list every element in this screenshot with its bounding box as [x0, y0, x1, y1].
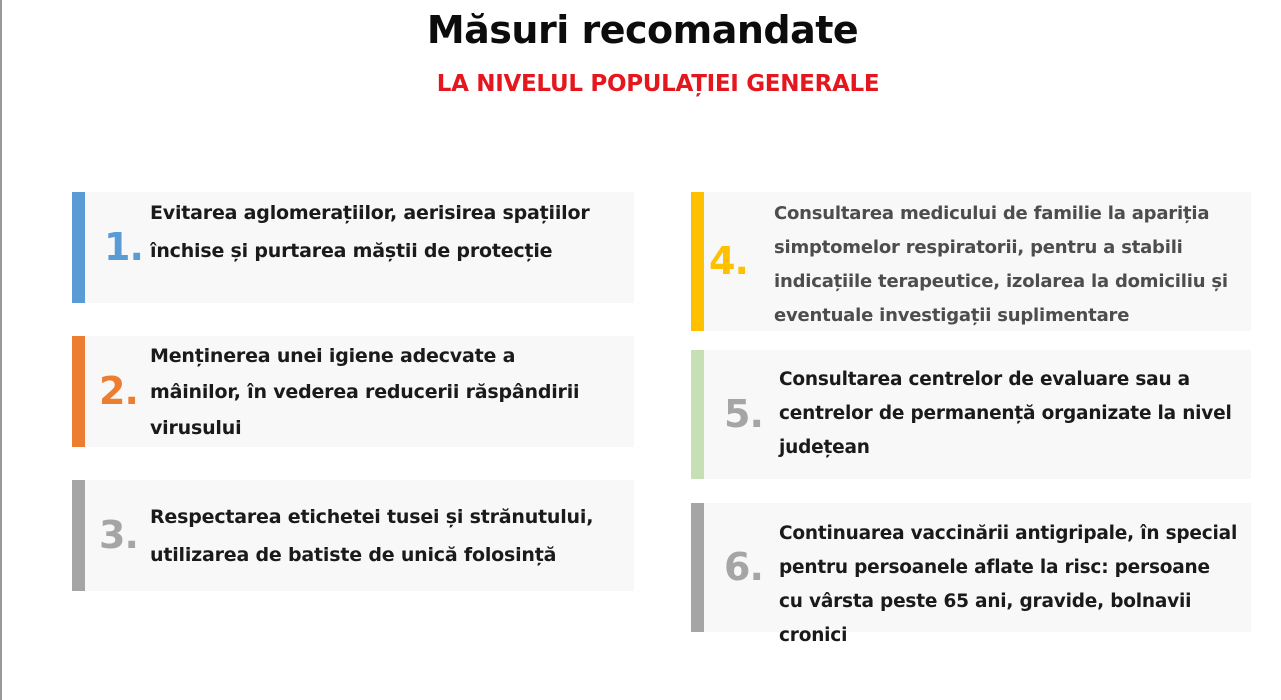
page-title: Măsuri recomandate [426, 8, 859, 52]
measure-number: 5. [724, 391, 763, 436]
measure-text: Menținerea unei igiene adecvate a mâinilor, în vederea reducerii răspândirii virusului [150, 345, 580, 439]
measure-text: Evitarea aglomerațiilor, aerisirea spațiilor închise și purtarea măștii de protecție [150, 202, 590, 262]
measure-number: 2. [99, 368, 138, 413]
measure-number: 4. [709, 238, 748, 283]
measure-number: 3. [99, 512, 138, 557]
measure-number: 6. [724, 544, 763, 589]
measure-text: Consultarea centrelor de evaluare sau a centrelor de permanență organizate la nivel județean [779, 369, 1232, 458]
measure-accent-bar [72, 192, 85, 303]
measure-accent-bar [691, 192, 704, 331]
measure-accent-bar [72, 336, 85, 447]
measure-card-6 [691, 503, 1251, 646]
measure-card-2 [72, 336, 634, 447]
measure-text: Consultarea medicului de familie la apariția simptomelor respiratorii, pentru a stabili indicațiile terapeutice, izolarea la domiciliu și eventuale investigații suplimentare [774, 203, 1228, 326]
measure-text: Continuarea vaccinării antigripale, în special pentru persoanele aflate la risc: persoane cu vârsta peste 65 ani, gravide, bolnavii cronici [779, 523, 1238, 646]
measure-number: 1. [104, 224, 143, 269]
measure-text: Respectarea etichetei tusei și strănutului, utilizarea de batiste de unică folosință [150, 506, 594, 566]
measure-card-4 [691, 192, 1251, 331]
measure-accent-bar [72, 480, 85, 591]
measure-card-3 [72, 480, 634, 591]
page-subtitle: LA NIVELUL POPULAȚIEI GENERALE [436, 71, 880, 97]
measure-card-5 [691, 350, 1251, 479]
measure-accent-bar [691, 503, 704, 632]
measure-card-1 [72, 192, 634, 303]
measure-accent-bar [691, 350, 704, 479]
